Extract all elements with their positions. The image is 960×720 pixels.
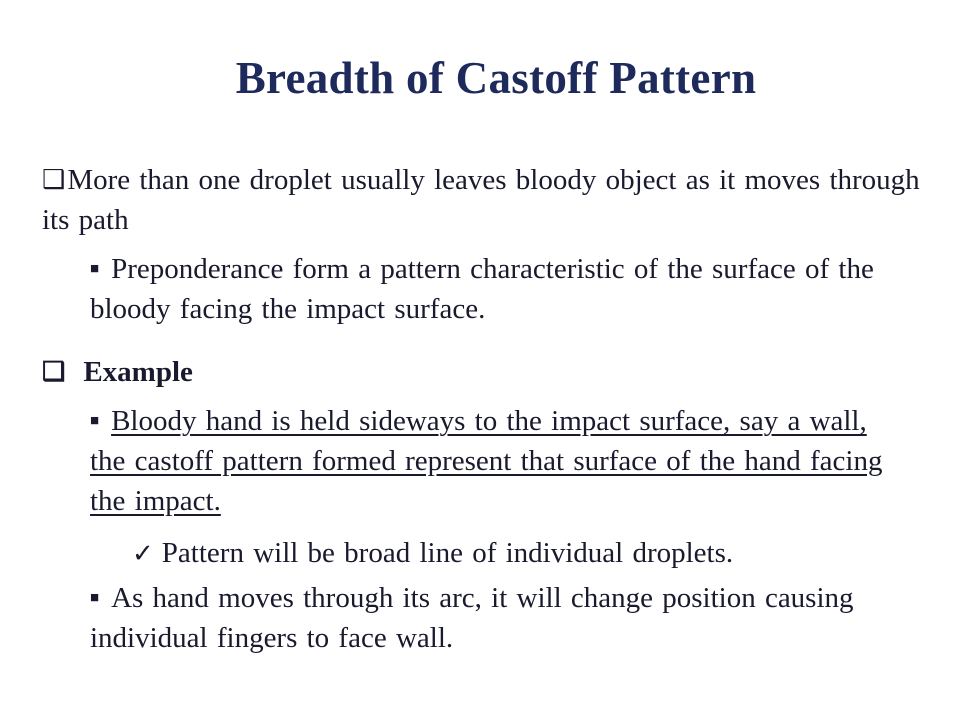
hollow-square-bullet-icon: ❑ <box>42 165 66 194</box>
filled-square-bullet-icon: ■ <box>90 413 100 429</box>
sub-bullet-text: Bloody hand is held sideways to the impact surface, say a wall, the castoff pattern formed represent that surface of the hand facing the impact. <box>90 405 883 517</box>
example-label: Example <box>83 356 193 388</box>
checkmark-icon: ✓ <box>132 539 154 568</box>
bullet-text: More than one droplet usually leaves bloody object as it moves through its path <box>42 164 920 236</box>
filled-square-bullet-icon: ■ <box>90 590 100 606</box>
bullet-example <box>42 352 932 392</box>
hollow-square-bullet-icon: ❑ <box>42 357 66 386</box>
bullet-more-than-one-droplet <box>42 160 932 240</box>
slide-title: Breadth of Castoff Pattern <box>235 53 757 103</box>
check-bullet-broad-line <box>132 533 922 574</box>
sub-bullet-text: As hand moves through its arc, it will change position causing individual fingers to face wall. <box>90 582 854 654</box>
sub-bullet-preponderance <box>90 249 930 329</box>
check-bullet-text: Pattern will be broad line of individual droplets. <box>161 537 734 569</box>
sub-bullet-bloody-hand <box>90 401 910 521</box>
filled-square-bullet-icon: ■ <box>90 261 100 277</box>
sub-bullet-text: Preponderance form a pattern characteristic of the surface of the bloody facing the impact surface. <box>90 253 874 325</box>
sub-bullet-hand-arc <box>90 578 940 658</box>
